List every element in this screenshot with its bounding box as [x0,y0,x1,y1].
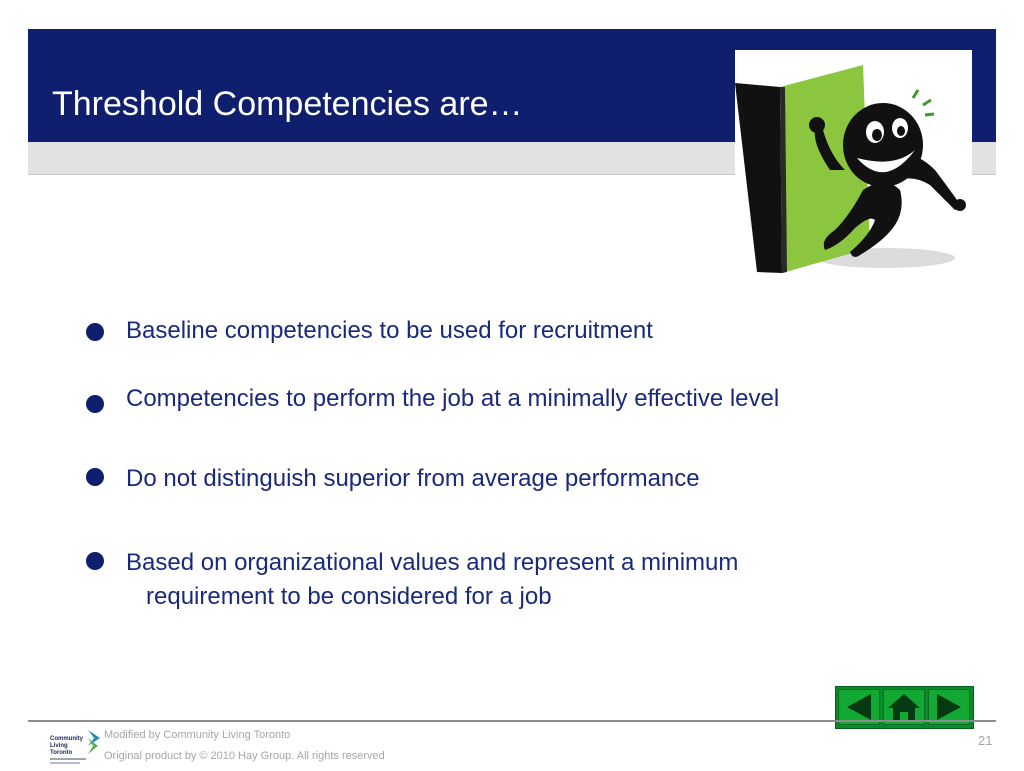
bullet-text: Based on organizational values and represent a minimum [126,549,739,576]
bullet-text-continued: requirement to be considered for a job [146,583,552,610]
bullet-text: Competencies to perform the job at a minimally effective level [126,385,780,412]
bullet-text: Baseline competencies to be used for recruitment [126,317,653,344]
triangle-left-icon [839,690,879,724]
footer-copyright-text: Original product by © 2010 Hay Group. All rights reserved [104,750,385,762]
svg-text:Toronto: Toronto [50,750,73,756]
bullet-dot [86,323,104,341]
svg-text:Living: Living [50,743,68,749]
door-character-illustration [735,50,972,275]
triangle-right-icon [929,690,969,724]
footer-divider [28,720,996,722]
page-number: 21 [978,733,993,748]
bullet-dot [86,395,104,413]
bullet-dot [86,552,104,570]
bullet-dot [86,468,104,486]
svg-text:Community: Community [50,736,83,742]
community-living-toronto-logo [50,728,102,766]
slide-title: Threshold Competencies are… [52,85,523,123]
bullet-text: Do not distinguish superior from average performance [126,465,700,492]
footer-modified-text: Modified by Community Living Toronto [104,729,291,741]
slide-navigation [835,686,974,729]
house-icon [884,690,924,724]
